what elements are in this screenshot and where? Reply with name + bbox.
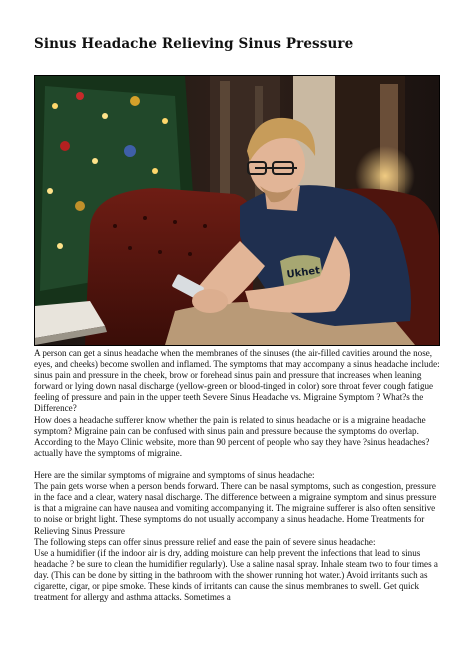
article-title: Sinus Headache Relieving Sinus Pressure	[34, 36, 354, 52]
paragraph-symptom-details: The pain gets worse when a person bends forward. There can be nasal symptoms, such as congestion, pressure in the face and a clear, watery nasal discharge. The difference between a migraine symptom and sinus pressure is that a migraine can have nausea and vomiting accompanying it. The migraine sufferer is also often sensitive to noise or bright light. These symptoms do not usually accompany a sinus headache. Home Treatments for Relieving Sinus Pressure	[34, 481, 437, 536]
paragraph-similar-symptoms: Here are the similar symptoms of migraine and symptoms of sinus headache:	[34, 470, 315, 481]
paragraph-intro: A person can get a sinus headache when the membranes of the sinuses (the air-filled cavities around the nose, eyes, and cheeks) become swollen and inflamed. The symptoms that may accompany a sinus headache include: sinus pain and pressure in the cheek, brow or forehead sinus pain and pressure that increases when leaning forward or lying down nasal discharge (yellow-green or blood-tinged in color) sore throat fever cough fatigue feeling of pressure and pain in the upper teeth Severe Sinus Headache vs. Migraine Symptom ? What?s the Difference?	[34, 348, 440, 414]
article-body	[34, 348, 444, 603]
paragraph-steps-intro: The following steps can offer sinus pressure relief and ease the pain of severe sinus headache:	[34, 536, 376, 547]
paragraph-home-treatments: Use a humidifier (if the indoor air is dry, adding moisture can help prevent the infections that lead to sinus headache ? be sure to clean the humidifier regularly). Use a saline nasal spray. Inhale steam two to four times a day. (This can be done by sitting in the bathroom with the shower running hot water.) Avoid irritants such as cigarette, cigar, or pipe smoke. These kinds of irritants can cause the sinus membranes to swell. Get quick treatment for allergy and asthma attacks. Sometimes a	[34, 547, 438, 603]
article-photo	[34, 75, 440, 346]
paragraph-difference: How does a headache sufferer know whether the pain is related to sinus headache or is a migraine headache symptom? Migraine pain can be confused with sinus pain and pressure because the symptoms do overlap. According to the Mayo Clinic website, more than 90 percent of people who say they have ?sinus headaches? actually have the symptoms of migraine.	[34, 414, 430, 458]
shirt-print: Ukhet	[286, 265, 321, 281]
photo-illustration	[35, 76, 439, 345]
paragraph-break	[34, 459, 444, 470]
